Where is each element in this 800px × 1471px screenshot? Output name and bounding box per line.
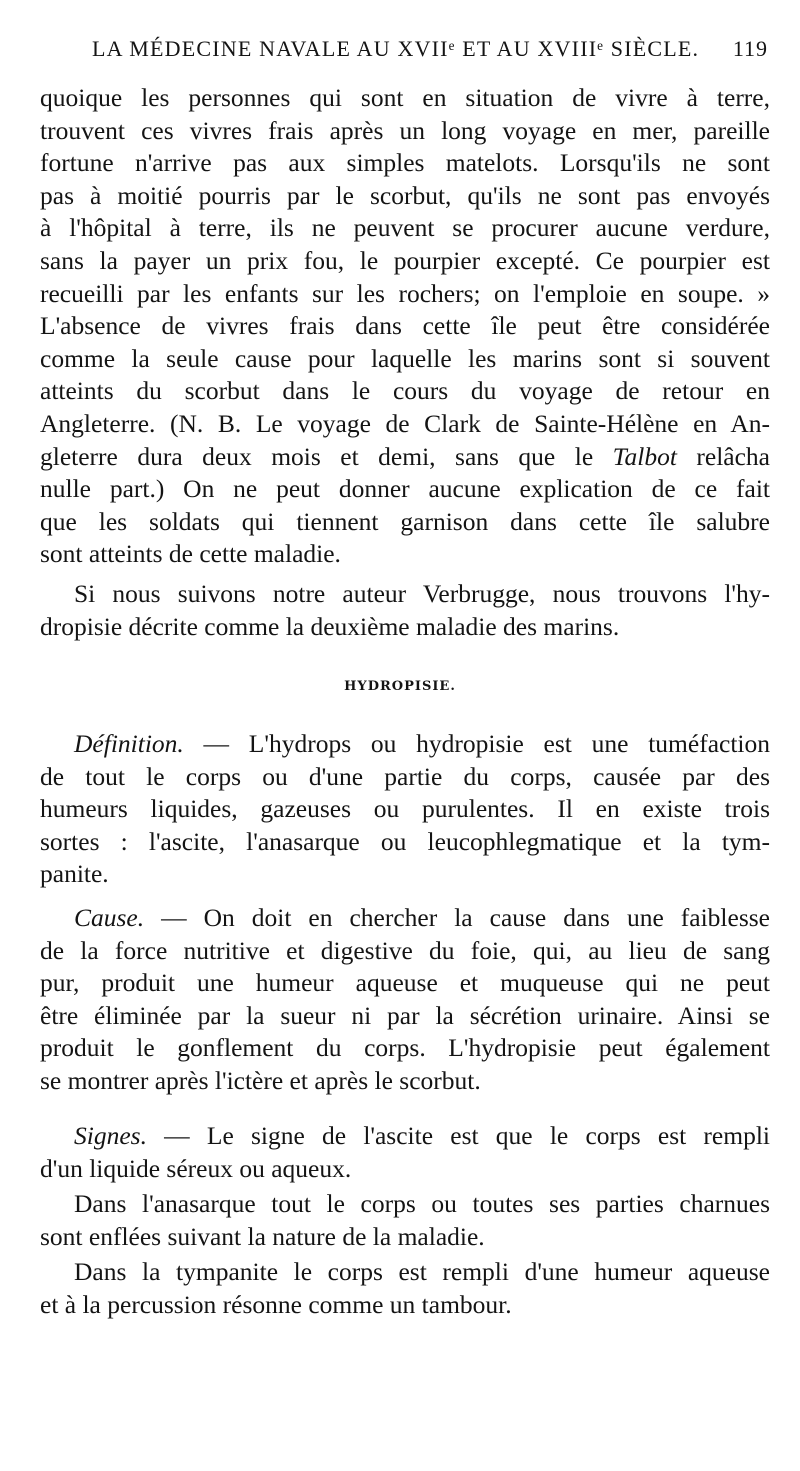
text-fragment: gleterre dura deux mois et demi, sans que le (40, 441, 613, 471)
text-fragment: — On doit en chercher la cause dans une faiblesse (144, 903, 770, 932)
text-line: sans la payer un prix fou, le pourpier excepté. Ce pourpier est (40, 245, 770, 275)
text-line: Si nous suivons notre auteur Verbrugge, nous trouvons l'hy- (74, 579, 770, 608)
text-line: être éliminée par la sueur ni par la sécrétion urinaire. Ainsi se (40, 1000, 770, 1030)
text-line: quoique les personnes qui sont en situation de vivre à terre, (40, 83, 770, 112)
text-line (40, 902, 770, 935)
text-fragment: — Le signe de l'ascite est que le corps est rempli (146, 1121, 770, 1150)
text-line: sont enflées suivant la nature de la maladie. (40, 1221, 485, 1251)
paragraph-verbrugge (40, 578, 770, 643)
text-line: d'un liquide séreux ou aqueux. (40, 1153, 352, 1183)
text-line: humeurs liquides, gazeuses ou purulentes. Il en existe trois (40, 794, 770, 824)
running-header (92, 36, 768, 62)
text-line (40, 441, 770, 474)
text-line: sortes : l'ascite, l'anasarque ou leucophlegmatique et la tym- (40, 826, 770, 856)
paragraph-tympanite (40, 1256, 770, 1321)
text-line: pur, produit une humeur aqueuse et muqueuse qui ne peut (40, 968, 770, 998)
paragraph-cause (40, 902, 770, 1098)
text-fragment: relâcha (676, 441, 770, 471)
text-line: Dans l'anasarque tout le corps ou toutes ses parties charnues (74, 1189, 770, 1218)
text-line: que les soldats qui tiennent garnison dans cette île salubre (40, 506, 770, 536)
section-heading: HYDROPISIE. (344, 679, 456, 694)
paragraph-anasarque (40, 1188, 770, 1253)
page-number: 119 (732, 36, 768, 61)
text-line: nulle part.) On ne peut donner aucune explication de ce fait (40, 474, 770, 504)
paragraph-definition (40, 728, 770, 891)
text-line: fortune n'arrive pas aux simples matelots. Lorsqu'ils ne sont (40, 148, 770, 178)
text-line: pas à moitié pourris par le scorbut, qu'ils ne sont pas envoyés (40, 180, 770, 210)
text-line: de la force nutritive et digestive du foie, qui, au lieu de sang (40, 935, 770, 965)
text-line: produit le gonflement du corps. L'hydropisie peut également (40, 1033, 770, 1063)
text-fragment: — L'hydrops ou hydropisie est une tuméfaction (183, 729, 770, 758)
text-line: comme la seule cause pour laquelle les marins sont si souvent (40, 343, 770, 373)
text-line: Angleterre. (N. B. Le voyage de Clark de Sainte-Hélène en An- (40, 408, 770, 438)
definition-label: Définition. (74, 729, 184, 758)
text-line: trouvent ces vivres frais après un long voyage en mer, pareille (40, 115, 770, 145)
running-title: LA MÉDECINE NAVALE AU XVIIᵉ ET AU XVIIIᵉ SIÈCLE. (92, 36, 700, 61)
text-line: sont atteints de cette maladie. (40, 539, 341, 569)
paragraph-scurvy (40, 82, 770, 571)
text-line: atteints du scorbut dans le cours du voyage de retour en (40, 376, 770, 406)
text-line: dropisie décrite comme la deuxième maladie des marins. (40, 611, 620, 641)
text-line: panite. (40, 859, 109, 889)
paragraph-signes (40, 1120, 770, 1185)
text-line (40, 728, 770, 761)
signes-label: Signes. (74, 1121, 147, 1150)
text-line: et à la percussion résonne comme un tambour. (40, 1289, 512, 1319)
text-line: se montrer après l'ictère et après le scorbut. (40, 1065, 481, 1095)
cause-label: Cause. (74, 903, 145, 932)
text-line: Dans la tympanite le corps est rempli d'une humeur aqueuse (74, 1257, 770, 1286)
text-line (40, 1120, 770, 1153)
text-line: à l'hôpital à terre, ils ne peuvent se procurer aucune verdure, (40, 213, 770, 243)
text-line: L'absence de vivres frais dans cette île peut être considérée (40, 311, 770, 341)
text-line: recueilli par les enfants sur les rochers; on l'emploie en soupe. » (40, 278, 770, 308)
text-line: de tout le corps ou d'une partie du corps, causée par des (40, 761, 770, 791)
ship-name: Talbot (612, 441, 677, 471)
